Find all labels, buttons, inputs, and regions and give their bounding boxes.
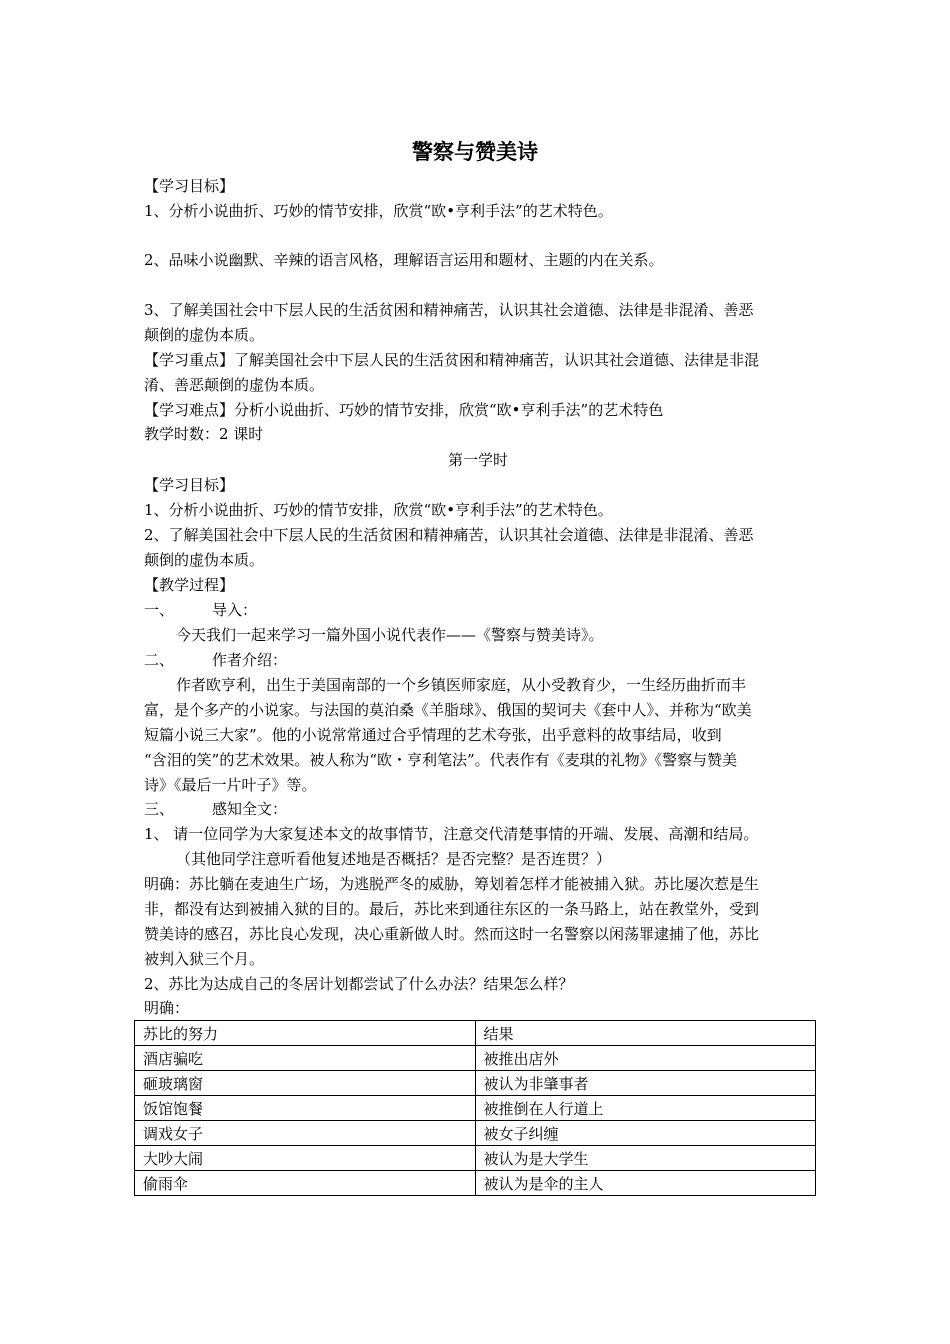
section-number: 二、 [144, 651, 175, 669]
answer-line: 非，都没有达到被捕入狱的目的。最后，苏比来到通往东区的一条马路上，站在教堂外，受到 [144, 900, 760, 918]
table-header-cell: 结果 [475, 1021, 816, 1046]
paragraph-line: 短篇小说三大家”。他的小说常常通过合乎情理的艺术夸张，出乎意料的故事结局，收到 [144, 726, 722, 744]
table-cell: 被认为非肇事者 [475, 1071, 816, 1096]
table-row [135, 1171, 816, 1196]
heading-teaching-process: 【教学过程】 [144, 576, 235, 594]
question-item: 2、苏比为达成自己的冬居计划都尝试了什么办法？结果怎么样？ [144, 975, 574, 993]
question-item: 1、 请一位同学为大家复述本文的故事情节，注意交代清楚事情的开端、发展、高潮和结局。 [144, 825, 759, 843]
question-note: （其他同学注意听看他复述地是否概括？是否完整？是否连贯？） [176, 850, 612, 868]
goal-item: 1、分析小说曲折、巧妙的情节安排，欣赏“欧•亨利手法”的艺术特色。 [144, 202, 613, 220]
difficult-point: 【学习难点】分析小说曲折、巧妙的情节安排，欣赏“欧•亨利手法”的艺术特色 [144, 401, 664, 419]
goal-item: 3、了解美国社会中下层人民的生活贫困和精神痛苦，认识其社会道德、法律是非混淆、善恶 [144, 301, 754, 319]
key-point-continued: 淆、善恶颠倒的虚伪本质。 [144, 376, 325, 394]
table-cell: 被认为是大学生 [475, 1146, 816, 1171]
section-heading [144, 649, 287, 671]
goal-item: 2、了解美国社会中下层人民的生活贫困和精神痛苦，认识其社会道德、法律是非混淆、善恶 [144, 526, 754, 544]
section-label: 作者介绍： [212, 651, 288, 669]
table-cell: 酒店骗吃 [135, 1046, 476, 1071]
table-header-row [135, 1021, 816, 1046]
paragraph-line: “含泪的笑”的艺术效果。被人称为“欧・亨利笔法”。代表作有《麦琪的礼物》《警察与赞美 [144, 751, 738, 769]
paragraph-line: 今天我们一起来学习一篇外国小说代表作——《警察与赞美诗》。 [176, 626, 604, 644]
section-number: 一、 [144, 601, 175, 619]
goal-item: 2、品味小说幽默、辛辣的语言风格，理解语言运用和题材、主题的内在关系。 [144, 251, 664, 269]
table-cell: 被女子纠缠 [475, 1121, 816, 1146]
table-cell: 饭馆饱餐 [135, 1096, 476, 1121]
table-cell: 砸玻璃窗 [135, 1071, 476, 1096]
table-cell: 偷雨伞 [135, 1171, 476, 1196]
heading-learning-goals: 【学习目标】 [144, 476, 235, 494]
paragraph-line: 富，是个多产的小说家。与法国的莫泊桑《羊脂球》、俄国的契诃夫《套中人》、并称为“欧美 [144, 701, 752, 719]
goal-item: 1、分析小说曲折、巧妙的情节安排，欣赏“欧•亨利手法”的艺术特色。 [144, 501, 613, 519]
table-header-cell: 苏比的努力 [135, 1021, 476, 1046]
section-label: 感知全文： [212, 800, 288, 818]
results-table [134, 1020, 816, 1196]
table-cell: 大吵大闹 [135, 1146, 476, 1171]
table-row [135, 1096, 816, 1121]
goal-item-continued: 颠倒的虚伪本质。 [144, 551, 265, 569]
table-row [135, 1046, 816, 1071]
teaching-hours: 教学时数：2 课时 [144, 425, 264, 443]
table-row [135, 1121, 816, 1146]
section-number: 三、 [144, 800, 175, 818]
answer-line: 明确：苏比躺在麦迪生广场，为逃脱严冬的威胁，筹划着怎样才能被捕入狱。苏比屡次惹是生 [144, 875, 760, 893]
heading-learning-goals: 【学习目标】 [144, 177, 235, 195]
document-title: 警察与赞美诗 [412, 139, 538, 164]
paragraph-line: 诗》《最后一片叶子》等。 [144, 776, 317, 794]
table-row [135, 1146, 816, 1171]
table-row [135, 1071, 816, 1096]
section-label: 导入： [212, 601, 258, 619]
key-point: 【学习重点】了解美国社会中下层人民的生活贫困和精神痛苦，认识其社会道德、法律是非混 [144, 351, 760, 369]
table-cell: 调戏女子 [135, 1121, 476, 1146]
lesson-heading: 第一学时 [447, 451, 508, 469]
section-heading [144, 599, 257, 621]
table-cell: 被认为是伞的主人 [475, 1171, 816, 1196]
section-heading [144, 798, 287, 820]
answer-label: 明确： [144, 999, 190, 1017]
answer-line: 赞美诗的感召，苏比良心发现，决心重新做人时。然而这时一名警察以闲荡罪逮捕了他，苏比 [144, 925, 760, 943]
paragraph-line: 作者欧亨利，出生于美国南部的一个乡镇医师家庭，从小受教育少，一生经历曲折而丰 [176, 676, 747, 694]
table-cell: 被推出店外 [475, 1046, 816, 1071]
answer-line: 被判入狱三个月。 [144, 950, 265, 968]
goal-item-continued: 颠倒的虚伪本质。 [144, 326, 265, 344]
table-cell: 被推倒在人行道上 [475, 1096, 816, 1121]
